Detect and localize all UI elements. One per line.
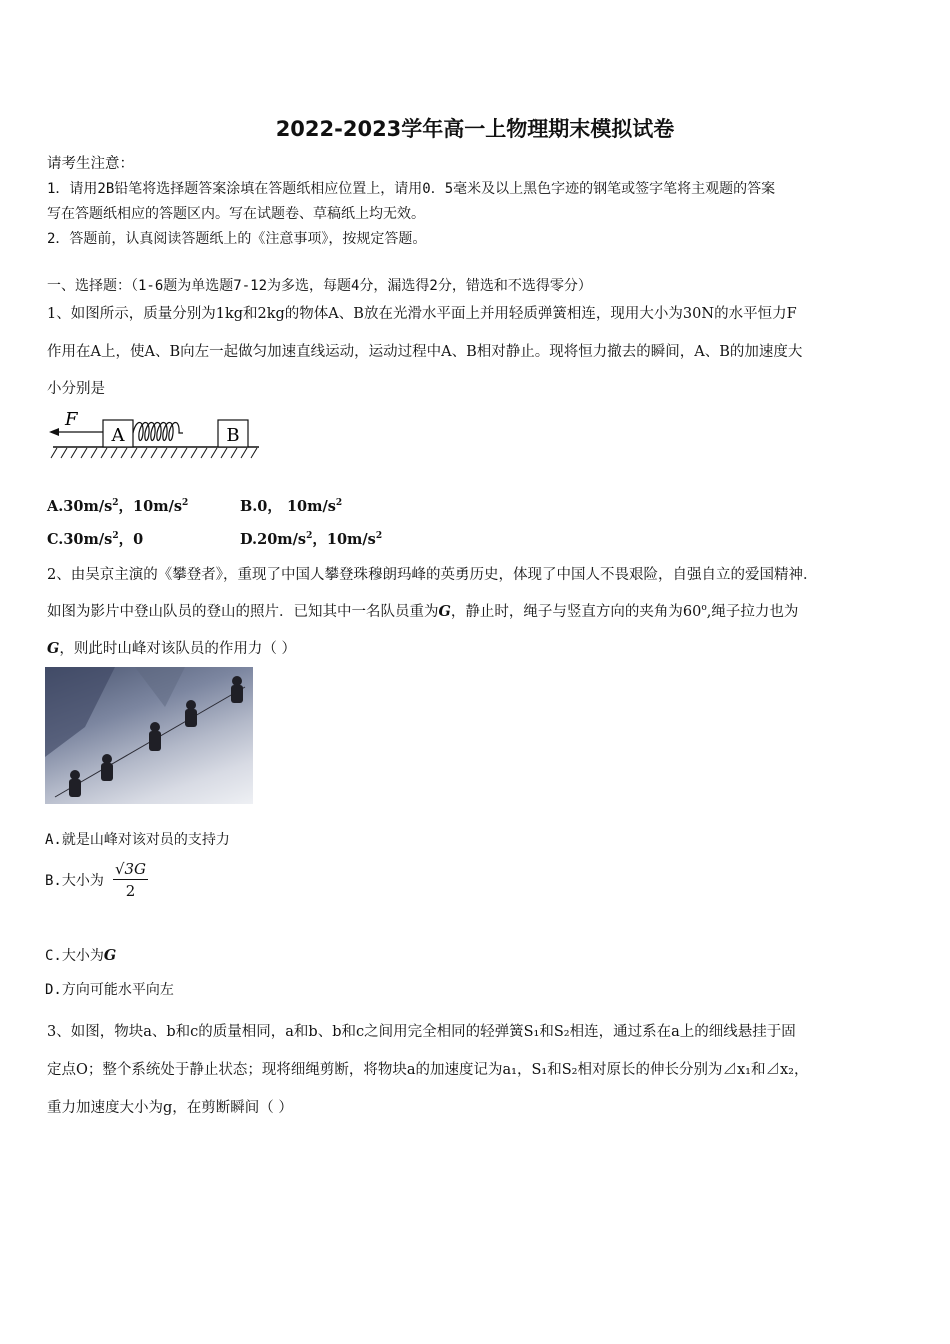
q3-line-2: 定点O；整个系统处于静止状态；现将细绳剪断，将物块a的加速度记为a₁，S₁和S₂相对原长的伸长分别为⊿x₁和⊿x₂，: [47, 1062, 809, 1078]
section-heading: 一、选择题：（1-6题为单选题7-12为多选，每题4分，漏选得2分，错选和不选得零分）: [47, 278, 592, 294]
climbers-silhouette: [45, 667, 253, 804]
q2-option-d: D.方向可能水平向左: [45, 982, 174, 998]
q2-line-3: G，则此时山峰对该队员的作用力（ ）: [47, 640, 296, 657]
q2-line-2: 如图为影片中登山队员的登山的照片．已知其中一名队员重为G，静止时，绳子与竖直方向的夹角为60$^o$,绳子拉力也为: [47, 603, 799, 620]
notice-item-1b: 写在答题纸相应的答题区内。写在试题卷、草稿纸上均无效。: [47, 206, 425, 222]
block-a-label: A: [111, 425, 125, 446]
q1-option-b: B.0， $10m/s^2$: [240, 498, 343, 515]
q3-line-3: 重力加速度大小为g，在剪断瞬间（ ）: [47, 1100, 293, 1116]
q3-line-1: 3、如图，物块a、b和c的质量相同，a和b、b和c之间用完全相同的轻弹簧S₁和S₂相连，通过系在a上的细线悬挂于固: [47, 1024, 796, 1040]
q1-option-a: $A.30m/s^2$，$10m/s^2$: [47, 498, 189, 515]
q2-line-1: 2、由吴京主演的《攀登者》，重现了中国人攀登珠穆朗玛峰的英勇历史，体现了中国人不畏艰险，自强自立的爱国精神．: [47, 567, 818, 583]
block-b-label: B: [226, 425, 240, 446]
q1-option-c: $C.30m/s^2$，0: [47, 531, 144, 548]
spring: [133, 423, 183, 441]
q1-line-3: 小分别是: [47, 381, 105, 397]
q2-option-b: B.大小为 $\frac{√3G}{2}$: [45, 860, 147, 900]
sqrt3-over-2-fraction: $\frac{√3G}{2}$: [114, 860, 147, 900]
notice-heading: 请考生注意：: [47, 156, 134, 172]
q1-line-2: 作用在A上，使A、B向左一起做匀加速直线运动，运动过程中A、B相对静止。现将恒力撤去的瞬间，A、B的加速度大: [47, 344, 803, 360]
q1-option-d: $D.20m/s^2$，$10m/s^2$: [240, 531, 383, 548]
climbers-photo: [45, 667, 253, 804]
notice-item-2: 2．答题前，认真阅读答题纸上的《注意事项》，按规定答题。: [47, 231, 427, 247]
q2-option-a: A.就是山峰对该对员的支持力: [45, 832, 230, 848]
page-title: 2022-2023学年高一上物理期末模拟试卷: [275, 117, 675, 141]
q1-line-1: 1、如图所示，质量分别为1kg和2kg的物体A、B放在光滑水平面上并用轻质弹簧相连，现用大小为30N的水平恒力F: [47, 306, 797, 322]
notice-item-1a: 1．请用2B铅笔将选择题答案涂填在答题纸相应位置上，请用0．5毫米及以上黑色字迹的钢笔或签字笔将主观题的答案: [47, 181, 776, 197]
spring-block-diagram: [45, 405, 265, 465]
q2-option-c: C.大小为G: [45, 947, 117, 964]
force-label: F: [65, 409, 78, 430]
